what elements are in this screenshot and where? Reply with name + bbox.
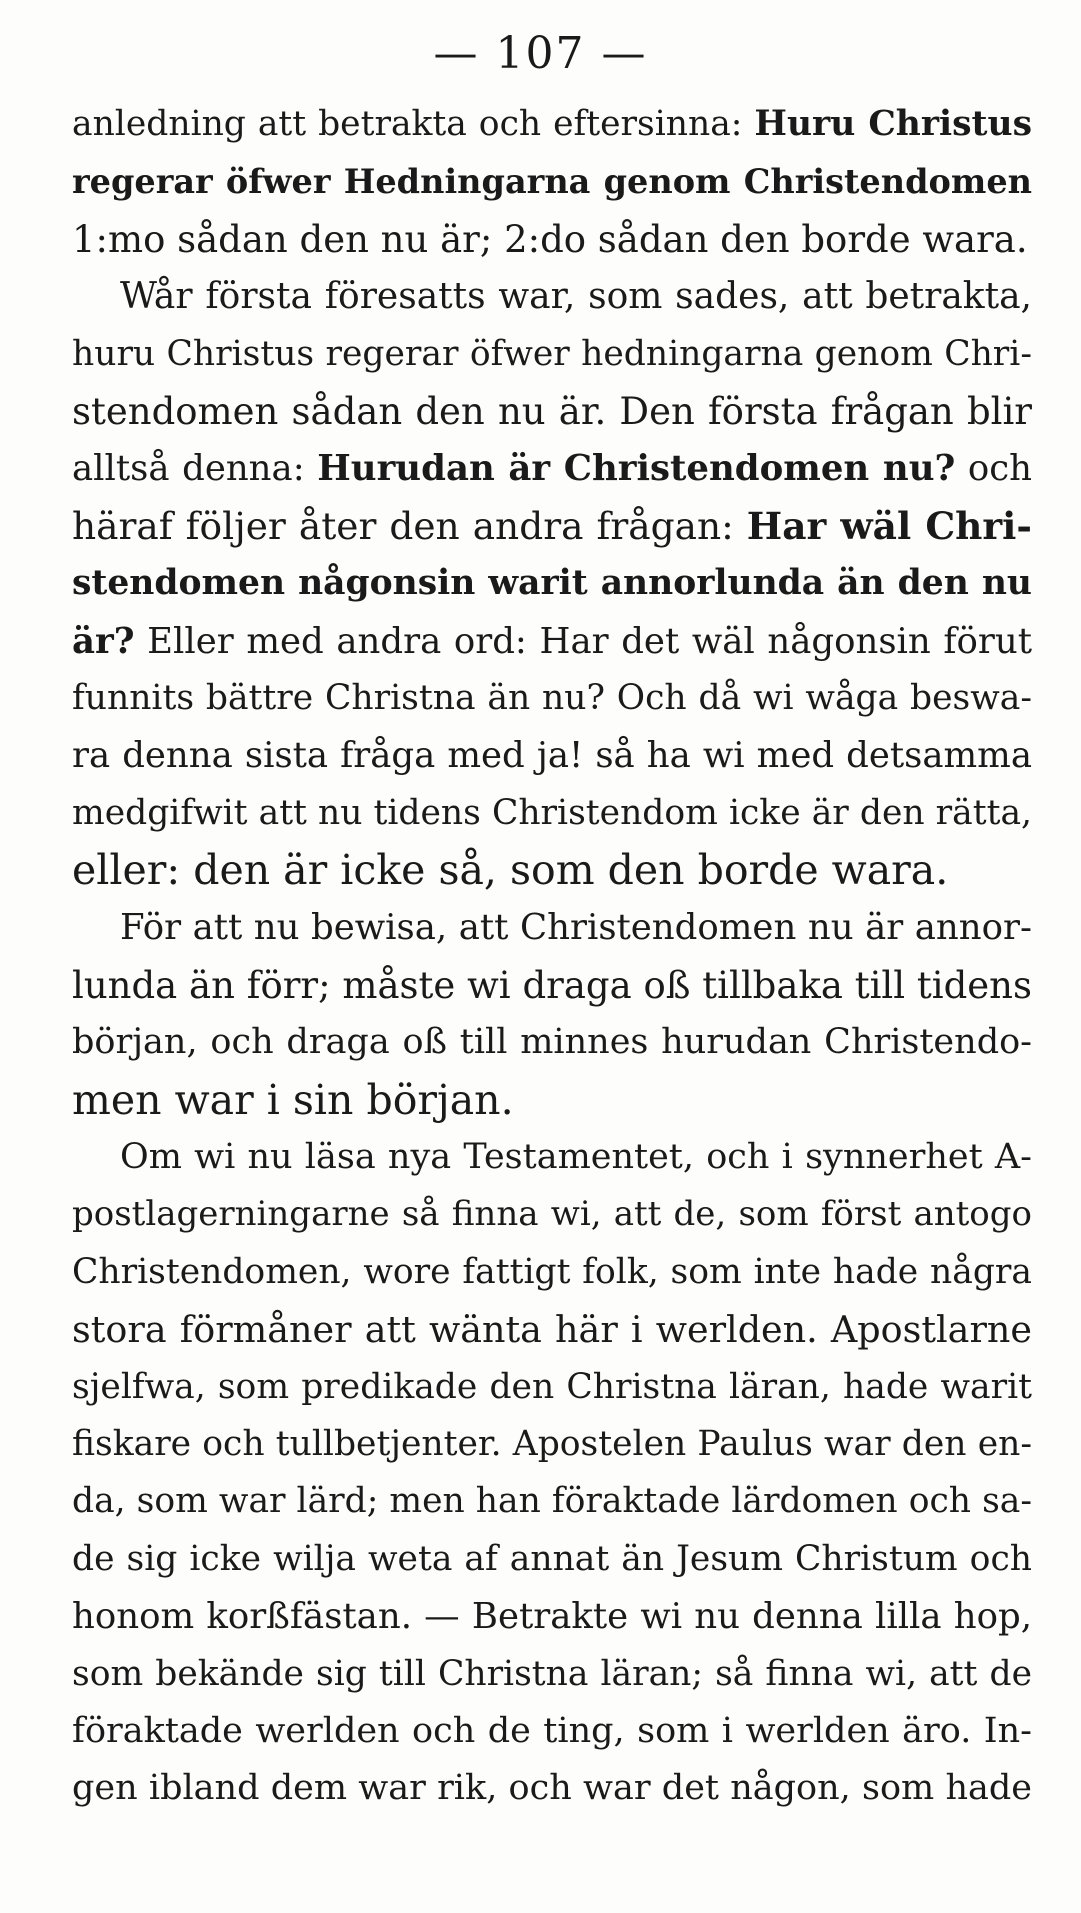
text-line: sjelfwa, som predikade den Christna läran, hade warit <box>72 1366 1032 1407</box>
text-line: Christendomen, wore fattigt folk, som inte hade några <box>72 1251 1032 1292</box>
text-line: Wår första föresatts war, som sades, att betrakta, <box>120 276 1032 318</box>
text-line: är? Eller med andra ord: Har det wäl någonsin förut <box>72 620 1032 662</box>
text-line: början, och draga oß till minnes hurudan Christendo- <box>72 1022 1032 1063</box>
text-line: huru Christus regerar öfwer hedningarna genom Chri- <box>72 333 1032 374</box>
text-line: de sig icke wilja weta af annat än Jesum Christum och <box>72 1538 1032 1579</box>
body-text <box>72 96 1032 1818</box>
text-line: postlagerningarne så finna wi, att de, som först antogo <box>72 1194 1032 1235</box>
text-line: föraktade werlden och de ting, som i werlden äro. In- <box>72 1710 1032 1751</box>
text-line: stora förmåner att wänta här i werlden. Apostlarne <box>72 1308 1032 1352</box>
text-line: stendomen någonsin warit annorlunda än den nu <box>72 563 1032 604</box>
text-line: 1:mo sådan den nu är; 2:do sådan den borde wara. <box>72 217 1028 261</box>
text-line: häraf följer åter den andra frågan: Har wäl Chri- <box>72 503 1032 548</box>
text-line: För att nu bewisa, att Christendomen nu är annor- <box>120 907 1032 949</box>
text-line: ra denna sista fråga med ja! så ha wi med detsamma <box>72 735 1032 777</box>
text-line: da, som war lärd; men han föraktade lärdomen och sa- <box>72 1481 1032 1522</box>
text-line: stendomen sådan den nu är. Den första frågan blir <box>72 389 1032 433</box>
text-line: som bekände sig till Christna läran; så finna wi, att de <box>72 1653 1032 1694</box>
text-line: men war i sin början. <box>72 1075 514 1124</box>
text-line: lunda än förr; måste wi draga oß tillbaka till tidens <box>72 963 1032 1007</box>
text-line: regerar öfwer Hedningarna genom Christendomen <box>72 162 1032 202</box>
text-line: anledning att betrakta och eftersinna: Huru Christus <box>72 104 1033 144</box>
text-line: fiskare och tullbetjenter. Apostelen Paulus war den en- <box>72 1423 1032 1464</box>
text-line: gen ibland dem war rik, och war det någon, som hade <box>72 1768 1032 1809</box>
page-number: — 107 — <box>433 28 648 79</box>
text-line: alltså denna: Hurudan är Christendomen nu? och <box>72 448 1032 490</box>
text-line: medgifwit att nu tidens Christendom icke är den rätta, <box>72 792 1032 833</box>
text-line: eller: den är icke så, som den borde wara. <box>72 846 949 895</box>
text-line: funnits bättre Christna än nu? Och då wi wåga beswa- <box>72 677 1032 718</box>
text-line: Om wi nu läsa nya Testamentet, och i synnerhet A- <box>120 1137 1032 1178</box>
text-line: honom korßfästan. — Betrakte wi nu denna lilla hop, <box>72 1596 1032 1638</box>
